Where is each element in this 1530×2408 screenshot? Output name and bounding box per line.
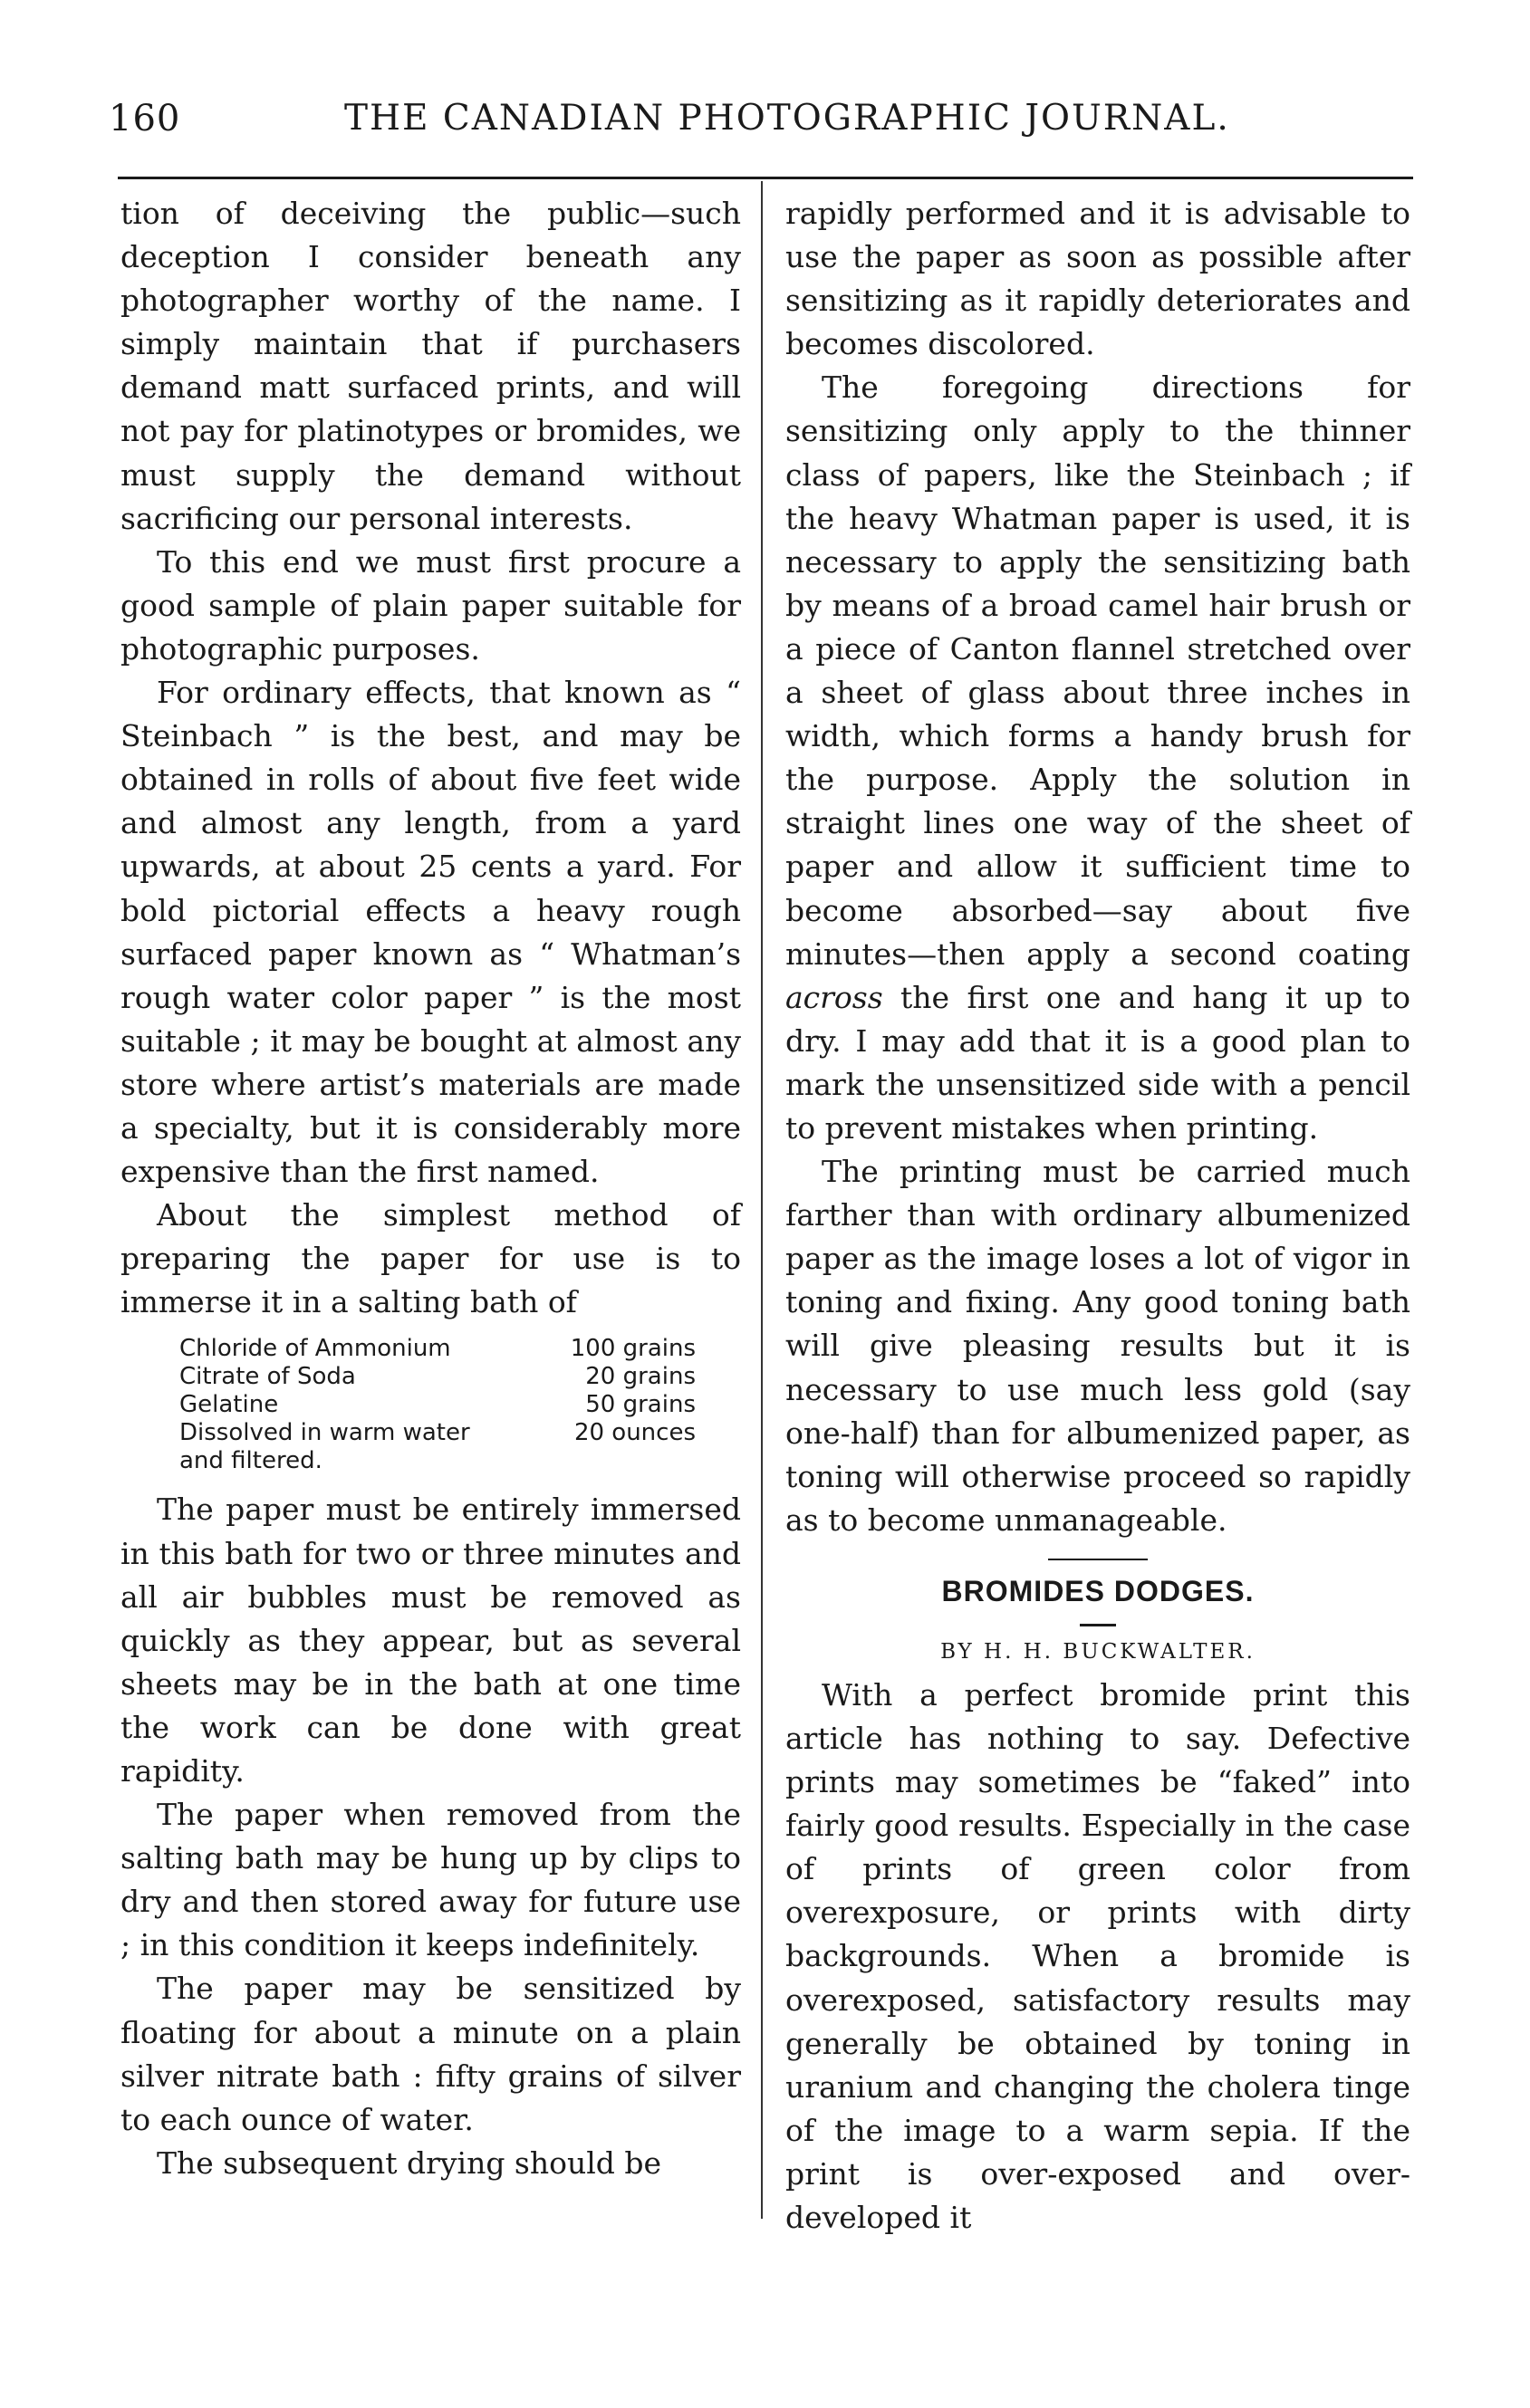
recipe-quantity: 50 grains	[585, 1391, 696, 1419]
header-rule	[118, 177, 1413, 179]
recipe-quantity: 20 grains	[585, 1363, 696, 1391]
paragraph: The paper may be sensitized by floating for about a minute on a plain silver nitrate bath : fifty grains of silver to each ounce of water.	[120, 1971, 741, 2137]
recipe-ingredient: Citrate of Soda	[179, 1363, 356, 1391]
recipe-quantity	[542, 1447, 696, 1475]
paragraph: The printing must be carried much farther than with ordinary albumenized paper as the image loses a lot of vigor in toning and fixing. Any good toning bath will give pleasing results but it is necessary to use much less gold (say one-half) than for albumenized paper, as toning will otherwise proceed so rapidly as to become unmanageable.	[785, 1154, 1410, 1538]
page-header	[109, 98, 1413, 152]
paragraph-text: The foregoing directions for sensitizing only apply to the thinner class of papers, like the Steinbach ; if the heavy Whatman paper is used, it is necessary to apply the sensitizing bath by means of a broad camel hair brush or a piece of Canton flannel stretched over a sheet of glass about three inches in width, which forms a handy brush for the purpose. Apply the solution in straight lines one way of the sheet of paper and allow it sufficient time to become absorbed—say about five minutes—then apply a second coating	[785, 369, 1410, 972]
paragraph: About the simplest method of preparing the paper for use is to immerse it in a salting bath of	[120, 1197, 741, 1320]
recipe-ingredient: and filtered.	[179, 1447, 322, 1475]
right-column	[785, 192, 1410, 2240]
section-divider	[1048, 1559, 1148, 1560]
page-number: 160	[109, 98, 181, 139]
recipe-row	[179, 1335, 741, 1363]
recipe-row	[179, 1419, 741, 1447]
recipe-row	[179, 1363, 741, 1391]
emphasis: across	[785, 979, 883, 1015]
recipe-ingredient: Gelatine	[179, 1391, 279, 1419]
paragraph-text: the first one and hang it up to dry. I may add that it is a good plan to mark the unsensitized side with a pencil to prevent mistakes when printing.	[785, 979, 1410, 1146]
recipe-quantity: 100 grains	[570, 1335, 696, 1363]
paragraph	[785, 366, 1410, 1150]
paragraph: tion of deceiving the public—such deception I consider beneath any photographer worthy of the name. I simply maintain that if purchasers demand matt surfaced prints, and will not pay for platinotypes or bromides, we must supply the demand without sacrificing our personal interests.	[120, 196, 741, 536]
paragraph: With a perfect bromide print this article has nothing to say. Defective prints may sometimes be “faked” into fairly good results. Especially in the case of prints of green color from overexposure, or prints with dirty backgrounds. When a bromide is overexposed, satisfactory results may generally be obtained by toning in uranium and changing the cholera tinge of the image to a warm sepia. If the print is over-exposed and over-developed it	[785, 1676, 1410, 2236]
paragraph: To this end we must first procure a good sample of plain paper suitable for photographic purposes.	[120, 543, 741, 667]
recipe-row	[179, 1391, 741, 1419]
byline: BY H. H. BUCKWALTER.	[940, 1639, 1256, 1664]
recipe-ingredient: Dissolved in warm water	[179, 1419, 470, 1447]
title-rule	[1080, 1624, 1116, 1626]
left-column	[120, 192, 741, 2185]
recipe-ingredient: Chloride of Ammonium	[179, 1335, 451, 1363]
recipe-quantity: 20 ounces	[573, 1419, 696, 1447]
paragraph: The paper must be entirely immersed in this bath for two or three minutes and all air bubbles must be removed as quickly as they appear, but as several sheets may be in the bath at one time the work can be done with great rapidity.	[120, 1492, 741, 1789]
article-title: BROMIDES DODGES.	[941, 1574, 1255, 1607]
paragraph: rapidly performed and it is advisable to use the paper as soon as possible after sensitizing as it rapidly deteriorates and becomes discolored.	[785, 196, 1410, 362]
recipe-row	[179, 1447, 741, 1475]
paragraph: The paper when removed from the salting bath may be hung up by clips to dry and then stored away for future use ; in this condition it keeps indefinitely.	[120, 1797, 741, 1963]
paragraph: For ordinary effects, that known as “ Steinbach ” is the best, and may be obtained in rolls of about five feet wide and almost any length, from a yard upwards, at about 25 cents a yard. For bold pictorial effects a heavy rough surfaced paper known as “ Whatman’s rough water color paper ” is the most suitable ; it may be bought at almost any store where artist’s materials are made a specialty, but it is considerably more expensive than the first named.	[120, 675, 741, 1190]
salting-bath-recipe	[179, 1335, 741, 1475]
column-divider	[761, 181, 763, 2219]
paragraph: The subsequent drying should be	[157, 2144, 662, 2181]
running-title: THE CANADIAN PHOTOGRAPHIC JOURNAL.	[344, 98, 1230, 139]
